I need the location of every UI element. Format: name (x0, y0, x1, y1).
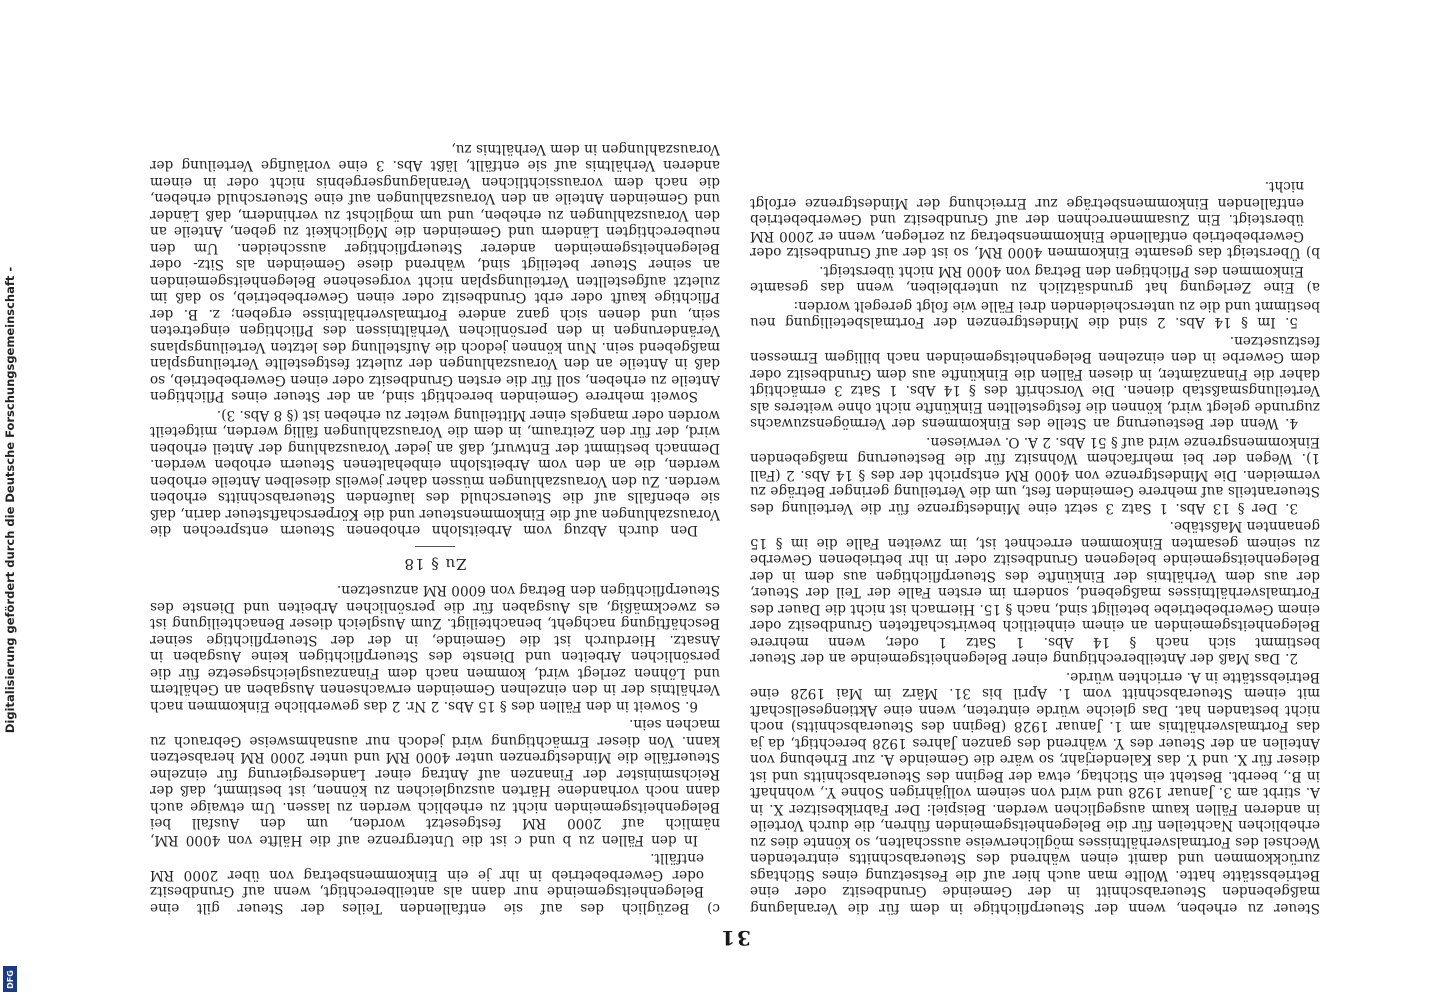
list-item: c) Bezüglich des auf sie entfallenden Teiles der Steuer gilt eine Belegenheitsgemeinde nur dann als anteilberechtigt, wenn auf Grundbesitz oder Gewerbebetrieb in ihr je ein Einkommensbetrag von über 2000 RM entfällt. (150, 850, 720, 916)
heading-divider (415, 547, 455, 548)
list-item: b) Übersteigt das gesamte Einkommen 4000 RM, so ist der auf Grundbesitz oder Gewerbebetrieb entfallende Einkommensbetrag zu zerlegen, wenn er 2000 RM übersteigt. Ein Zusammenrechnen der auf Grundbesitz und Gewerbebetrieb entfallenden Einkommensbeträge zur Erreichung der Mindestgrenze erfolgt nicht. (750, 178, 1320, 261)
digitization-note (2, 0, 18, 1000)
dfg-logo (3, 966, 17, 992)
paragraph: Soweit mehrere Gemeinden berechtigt sind, an der Steuer eines Pflichtigen Anteile zu erheben, soll für die ersten Grundbesitz oder einen Gewerbebetrieb, so daß in Anteile an den Vorauszahlungen der zuletzt festgestellte Verteilungsplan maßgebend sein. Nun können jedoch die Aufstellung des letzten Verteilungsplans Veränderungen in den persönlichen Verhältnissen des Pflichtigen eingetreten sein, und denen sich ganz andere Fortmalsverhältnisse ergeben; z. B. der Pflichtige kauft oder erbt Grundbesitz oder einen Gewerbebetrieb, so daß im zuletzt aufgestellten Verteilungsplan nicht vorgesehene Belegenheitsgemeinden an seiner Steuer beteiligt sind, während diese Gemeinden als Sitz- oder Belegenheitsgemeinden anderer Steuerpflichtiger ausscheiden. Um den neuberechtigten Ländern und Gemeinden die Möglichkeit zu geben, Anteile an den Vorauszahlungen zu erheben, und um möglichst zu verhindern, daß Länder und Gemeinden Anteile an den Vorauszahlungen auf eine Steuerschuld erheben, die nach dem voraussichtlichen Veranlagungsergebnis nicht oder in einem anderen Verhältnis auf sie entfällt, läßt Abs. 3 eine vorläufige Verteilung der Vorauszahlungen in dem Verhältnis zu, (150, 141, 720, 405)
paragraph: 3. Der § 13 Abs. 1 Satz 3 setzt eine Mindestgrenze für die Verteilung des Steueranteils auf mehrere Gemeinden fest, um die Verteilung geringer Beträge zu vermeiden. Die Mindestgrenze von 4000 RM entspricht der des § 14 Abs. 2 (Fall 1). Wegen der bei mehrfachem Wohnsitz für die Besteuerung maßgebenden Einkommensgrenze wird auf § 51 Abs. 2 A. O. verwiesen. (750, 434, 1320, 516)
scanned-page (150, 40, 1320, 950)
paragraph: Den durch Abzug vom Arbeitslohn erhobenen Steuern entsprechen die Vorauszahlungen auf die Einkommensteuer und die Körperschaftsteuer darin, daß sie ebenfalls auf die Steuerschuld des laufenden Steuerabschnitts erhoben werden. Zu den Vorauszahlungen müssen daher jeweils dieselben Anteile erhoben werden, die an den vom Arbeitslohn einbehaltenen Steuern erhoben werden. Demnach bestimmt der Entwurf, daß an jeder Vorauszahlung der Anteil erhoben wird, der für den Zeitraum, in dem die Vorauszahlungen fällig werden, mitgeteilt worden oder mangels einer Mitteilung weiter zu erheben ist (§ 8 Abs. 3). (150, 407, 720, 539)
text-columns (150, 46, 1320, 916)
right-column (150, 46, 720, 916)
page-number: 31 (719, 926, 751, 950)
paragraph: Steuer zu erheben, wenn der Steuerpflichtige in dem für die Veranlagung maßgebenden Steuerabschnitt in der Gemeinde Grundbesitz oder eine Betriebsstätte hatte. Wollte man auch hier auf die Festsetzung eines Stichtags zurückkommen und damit einen während des Steuerabschnitts eintretenden Wechsel des Fortmalsverhältnisses möglicherweise ausschalten, so könnte dies zu erheblichen Nachteilen für die Belegenheitsgemeinden führen, die durch Vorteile in anderen Fällen kaum ausgeglichen werden. Beispiel: Der Fabrikbesitzer X. in A. stirbt am 3. Januar 1928 und wird von seinem volljährigen Sohne Y., wohnhaft in B., beerbt. Besteht ein Stichtag, etwa der Beginn des Steuerabschnitts und ist dieser für X. und Y. das Kalenderjahr, so wäre die Gemeinde A. zur Erhebung von Anteilen an der Steuer des Y. während des ganzen Jahres 1928 berechtigt, da ja das Fortmalsverhältnis am 1. Januar 1928 (Beginn des Steuerabschnitts) noch nicht bestanden hat. Das gleiche würde eintreten, wenn eine Aktiengesellschaft mit einem Steuerabschnitt vom 1. April bis 31. März im Mai 1928 eine Betriebsstätte in A. errichten würde. (750, 669, 1320, 916)
list-item: a) Eine Zerlegung hat grundsätzlich zu unterbleiben, wenn das gesamte Einkommen des Pflichtigen den Betrag von 4000 RM nicht übersteigt. (750, 263, 1320, 296)
paragraph: 5. Im § 14 Abs. 2 sind die Mindestgrenzen der Fortmalsbeteiligung neu bestimmt und die zu unterscheidenden drei Fälle wie folgt geregelt worden: (750, 298, 1320, 331)
paragraph: 4. Wenn der Besteuerung an Stelle des Einkommens der Vermögenszuwachs zugrunde gelegt wird, können die festgestellten Einkünfte nicht ohne weiteres als Verteilungsmaßstab dienen. Die Vorschrift des § 14 Abs. 1 Satz 3 ermächtigt daher die Finanzämter, in diesen Fällen die Einkünfte aus dem Grundbesitz oder dem Gewerbe in den einzelnen Belegenheitsgemeinden nach billigem Ermessen festzusetzen. (750, 333, 1320, 432)
digitization-note-text: Digitalisierung gefördert durch die Deutsche Forschungsgemeinschaft - (3, 266, 17, 734)
paragraph: 6. Soweit in den Fällen des § 15 Abs. 2 Nr. 2 das gewerbliche Einkommen nach Verhältnis der in den einzelnen Gemeinden erwachsenen Ausgaben an Gehältern und Löhnen zerlegt wird, kommen nach dem Finanzausgleichsgesetze für die persönlichen Arbeiten und Dienste des Steuerpflichtigen keine Ausgaben in Ansatz. Hierdurch ist die Gemeinde, in der der Steuerpflichtige seiner Beschäftigung nachgeht, benachteiligt. Zum Ausgleich dieser Benachteiligung ist es zweckmäßig, als Ausgaben für die persönlichen Arbeiten und Dienste des Steuerpflichtigen den Betrag von 6000 RM anzusetzen. (150, 582, 720, 714)
paragraph: 2. Das Maß der Anteilberechtigung einer Belegenheitsgemeinde an der Steuer bestimmt sich nach § 14 Abs. 1 Satz 1 oder, wenn mehrere Belegenheitsgemeinden an einem einheitlich bewirtschafteten Grundbesitz oder einem Gewerbebetriebe beteiligt sind, nach § 15. Hiernach ist nicht die Dauer des Fortmalsverhältnisses maßgebend, sondern im ersten Falle der Teil der Steuer, der aus dem Verhältnis der Einkünfte des Steuerpflichtigen aus dem in der Belegenheitsgemeinde belegenen Grundbesitz oder in ihr betriebenen Gewerbe zu seinem gesamten Einkommen errechnet ist, im zweiten Falle die im § 15 genannten Maßstäbe. (750, 518, 1320, 667)
paragraph: In den Fällen zu b und c ist die Untergrenze auf die Hälfte von 4000 RM, nämlich auf 2000 RM festgesetzt worden, um den Ausfall bei Belegenheitsgemeinden nicht zu erheblich werden zu lassen. Um etwaige auch dann noch vorhandene Härten auszugleichen zu können, ist bestimmt, daß der Reichsminister der Finanzen auf Antrag einer Landesregierung für einzelne Steuerfälle die Mindestgrenzen unter 4000 RM und unter 2000 RM herabsetzen kann. Von dieser Ermächtigung wird jedoch nur ausnahmsweise Gebrauch zu machen sein. (150, 716, 720, 848)
dfg-logo-text: DFG (5, 969, 15, 989)
section-heading: Zu § 18 (403, 555, 467, 573)
left-column (750, 46, 1320, 916)
